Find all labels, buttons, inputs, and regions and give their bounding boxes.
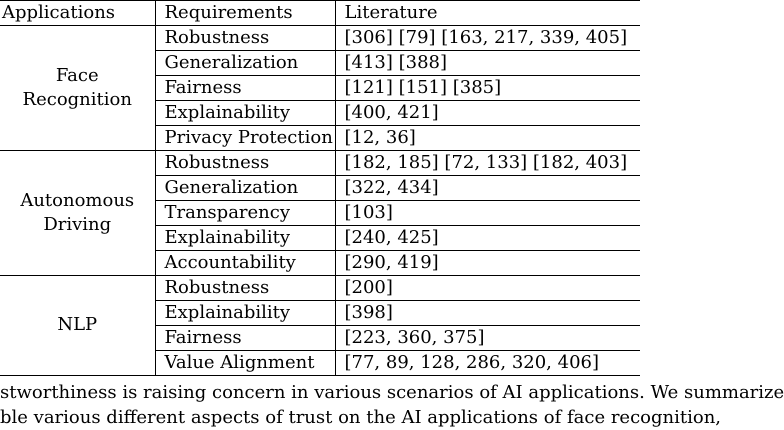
table-row — [0, 151, 640, 176]
literature-cell: [398] — [335, 301, 640, 326]
requirement-cell: Explainability — [155, 226, 335, 251]
application-autonomous-driving: Autonomous Driving — [0, 151, 155, 276]
requirement-cell: Generalization — [155, 176, 335, 201]
table-row — [0, 276, 640, 301]
application-nlp: NLP — [0, 276, 155, 376]
requirement-cell: Fairness — [155, 326, 335, 351]
requirement-cell: Value Alignment — [155, 351, 335, 376]
literature-cell: [182, 185] [72, 133] [182, 403] — [335, 151, 640, 176]
literature-cell: [223, 360, 375] — [335, 326, 640, 351]
literature-cell: [400, 421] — [335, 101, 640, 126]
requirement-cell: Robustness — [155, 276, 335, 301]
requirement-cell: Transparency — [155, 201, 335, 226]
literature-cell: [77, 89, 128, 286, 320, 406] — [335, 351, 640, 376]
caption-line-2: ble various different aspects of trust on the AI applications of face recognition, — [0, 407, 722, 428]
application-face-recognition: Face Recognition — [0, 26, 155, 151]
table-header-row — [0, 1, 640, 26]
literature-cell: [413] [388] — [335, 51, 640, 76]
requirement-cell: Generalization — [155, 51, 335, 76]
literature-cell: [103] — [335, 201, 640, 226]
requirement-cell: Privacy Protection — [155, 126, 335, 151]
literature-cell: [240, 425] — [335, 226, 640, 251]
literature-cell: [290, 419] — [335, 251, 640, 276]
requirement-cell: Explainability — [155, 101, 335, 126]
literature-cell: [306] [79] [163, 217, 339, 405] — [335, 26, 640, 51]
literature-cell: [12, 36] — [335, 126, 640, 151]
requirement-cell: Robustness — [155, 151, 335, 176]
table-row — [0, 26, 640, 51]
requirement-cell: Fairness — [155, 76, 335, 101]
literature-cell: [322, 434] — [335, 176, 640, 201]
caption-text — [0, 380, 784, 428]
requirement-cell: Accountability — [155, 251, 335, 276]
caption-line-1: stworthiness is raising concern in various scenarios of AI applications. We summarize — [0, 382, 784, 403]
header-requirements: Requirements — [155, 1, 335, 26]
requirement-cell: Explainability — [155, 301, 335, 326]
header-applications: Applications — [0, 1, 155, 26]
literature-cell: [200] — [335, 276, 640, 301]
header-literature: Literature — [335, 1, 640, 26]
requirement-cell: Robustness — [155, 26, 335, 51]
literature-cell: [121] [151] [385] — [335, 76, 640, 101]
